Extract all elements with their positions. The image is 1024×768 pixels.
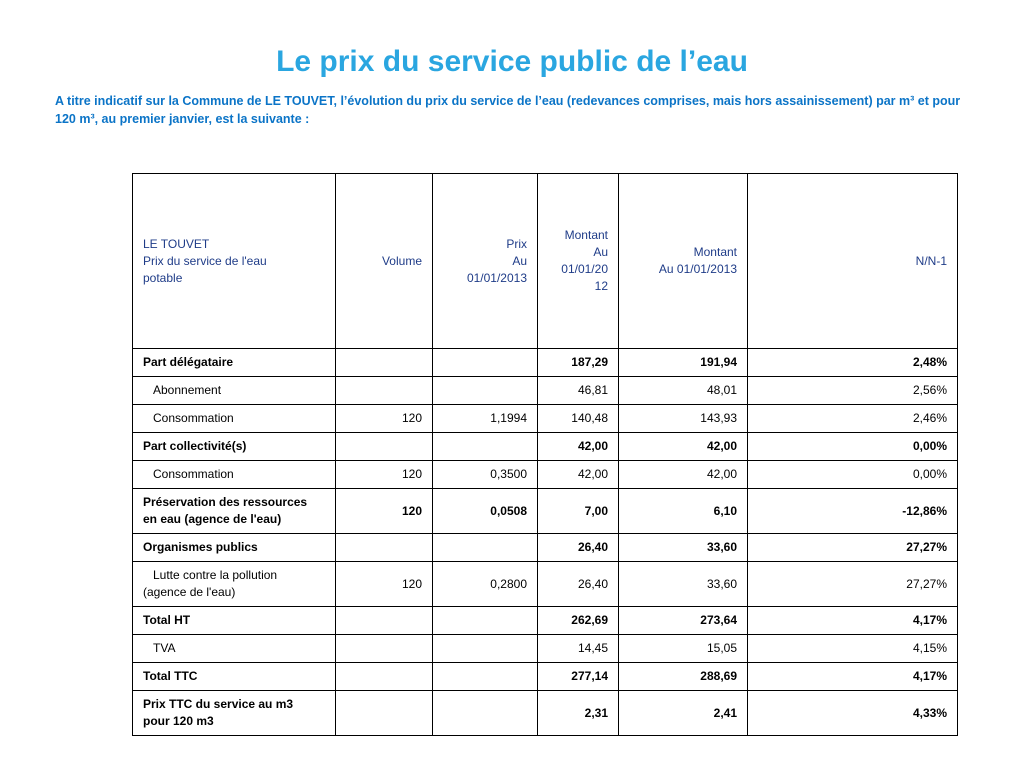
row-prix: 0,0508 [433,489,538,534]
row-montant-2012: 187,29 [538,349,619,377]
row-label: Abonnement [133,377,336,405]
table-row [133,635,958,663]
row-montant-2013: 42,00 [619,461,748,489]
header-montant-2012: Montant Au 01/01/20 12 [538,174,619,349]
row-label: Part délégataire [133,349,336,377]
row-montant-2013: 288,69 [619,663,748,691]
row-montant-2013: 2,41 [619,691,748,736]
table-row [133,405,958,433]
row-prix: 0,2800 [433,562,538,607]
header-volume: Volume [336,174,433,349]
row-label: Lutte contre la pollution (agence de l'eau) [133,562,336,607]
row-volume [336,377,433,405]
row-montant-2013: 15,05 [619,635,748,663]
table-row [133,349,958,377]
row-volume: 120 [336,461,433,489]
table-row [133,377,958,405]
row-montant-2013: 33,60 [619,534,748,562]
row-volume [336,691,433,736]
row-montant-2012: 26,40 [538,562,619,607]
row-label: Prix TTC du service au m3 pour 120 m3 [133,691,336,736]
row-volume [336,635,433,663]
row-montant-2013: 33,60 [619,562,748,607]
row-label: Préservation des ressources en eau (agence de l'eau) [133,489,336,534]
row-montant-2012: 46,81 [538,377,619,405]
row-montant-2012: 262,69 [538,607,619,635]
table-row [133,691,958,736]
row-variation: 4,15% [748,635,958,663]
table-row [133,663,958,691]
row-variation: 0,00% [748,433,958,461]
header-variation: N/N-1 [748,174,958,349]
row-variation: 27,27% [748,534,958,562]
row-volume: 120 [336,562,433,607]
row-volume [336,433,433,461]
row-montant-2012: 277,14 [538,663,619,691]
row-prix [433,635,538,663]
row-montant-2012: 140,48 [538,405,619,433]
row-variation: -12,86% [748,489,958,534]
row-montant-2013: 273,64 [619,607,748,635]
row-label: Consommation [133,405,336,433]
row-prix [433,607,538,635]
row-montant-2012: 42,00 [538,433,619,461]
row-prix [433,433,538,461]
row-variation: 27,27% [748,562,958,607]
row-label: Organismes publics [133,534,336,562]
row-variation: 0,00% [748,461,958,489]
header-prix: Prix Au 01/01/2013 [433,174,538,349]
header-montant-2013: Montant Au 01/01/2013 [619,174,748,349]
row-volume [336,349,433,377]
row-label: Total HT [133,607,336,635]
row-prix [433,663,538,691]
table-row [133,489,958,534]
row-prix [433,534,538,562]
row-variation: 2,46% [748,405,958,433]
row-montant-2013: 191,94 [619,349,748,377]
row-variation: 4,17% [748,663,958,691]
row-prix [433,691,538,736]
row-prix: 0,3500 [433,461,538,489]
row-volume [336,534,433,562]
row-label: Part collectivité(s) [133,433,336,461]
row-variation: 4,17% [748,607,958,635]
row-montant-2013: 42,00 [619,433,748,461]
table-row [133,433,958,461]
row-variation: 2,48% [748,349,958,377]
row-prix [433,349,538,377]
row-variation: 4,33% [748,691,958,736]
row-montant-2013: 6,10 [619,489,748,534]
row-volume [336,663,433,691]
row-label: TVA [133,635,336,663]
row-montant-2012: 26,40 [538,534,619,562]
page-title: Le prix du service public de l’eau [276,45,748,78]
row-montant-2013: 48,01 [619,377,748,405]
row-montant-2012: 42,00 [538,461,619,489]
row-prix [433,377,538,405]
table-row [133,461,958,489]
row-montant-2013: 143,93 [619,405,748,433]
header-label: LE TOUVET Prix du service de l'eau potable [133,174,336,349]
row-montant-2012: 7,00 [538,489,619,534]
table-row [133,607,958,635]
row-montant-2012: 2,31 [538,691,619,736]
table-row [133,534,958,562]
row-montant-2012: 14,45 [538,635,619,663]
row-label: Total TTC [133,663,336,691]
table-header-row [133,174,958,349]
row-volume [336,607,433,635]
row-label: Consommation [133,461,336,489]
row-variation: 2,56% [748,377,958,405]
row-volume: 120 [336,405,433,433]
row-volume: 120 [336,489,433,534]
table-row [133,562,958,607]
row-prix: 1,1994 [433,405,538,433]
water-price-table [132,173,958,736]
intro-text: A titre indicatif sur la Commune de LE TOUVET, l’évolution du prix du service de l’eau (redevances comprises, mais hors assainissement) par m³ et pour 120 m³, au premier janvier, est la suivante : [55,94,961,126]
